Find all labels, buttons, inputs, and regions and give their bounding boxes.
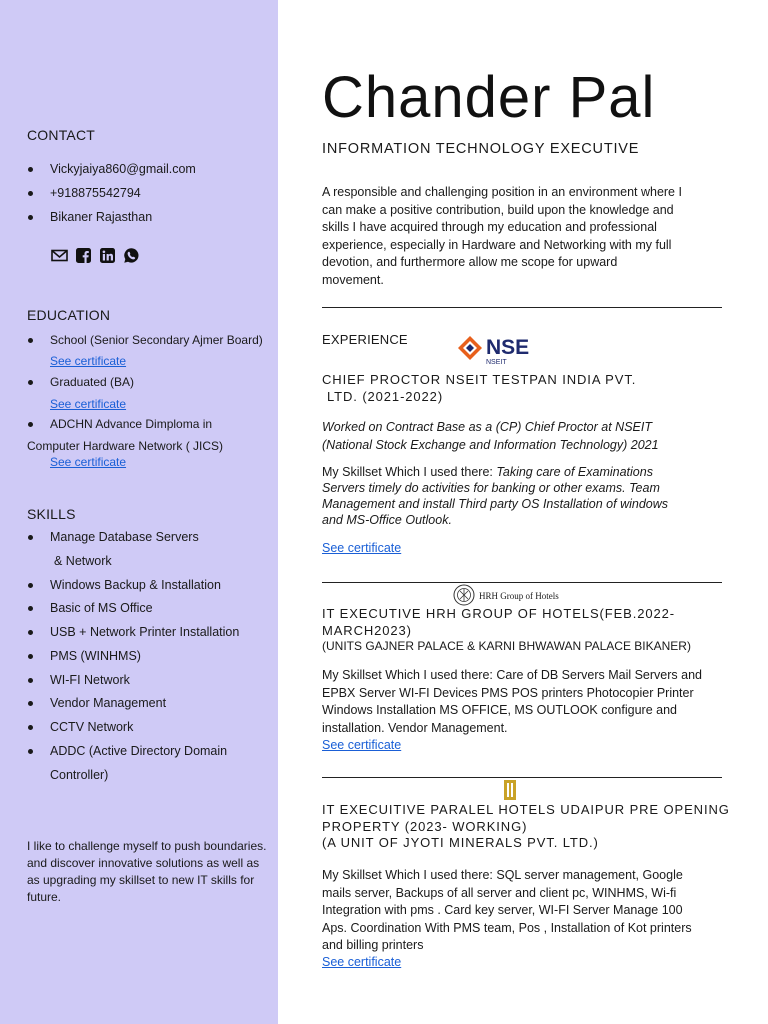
job3-skills-line: mails server, Backups of all server and client pc, WINHMS, Wi-fi (322, 885, 677, 900)
job2-units: (UNITS GAJNER PALACE & KARNI BHWAWAN PALACE BIKANER) (322, 639, 691, 653)
nse-logo-subtext: NSEIT (486, 359, 507, 366)
paralel-hotels-logo (504, 780, 516, 800)
hrh-logo-text: HRH Group of Hotels (479, 591, 559, 601)
job3-skills-line: My Skillset Which I used there: SQL server management, Google (322, 868, 683, 882)
job1-description (322, 419, 659, 454)
bullet (28, 167, 33, 172)
objective-line: experience, especially in Hardware and Networking with my full (322, 237, 672, 252)
job2-skills-line: installation. Vendor Management. (322, 720, 508, 735)
nse-logo (457, 335, 537, 367)
job1-title-dates: LTD. (2021-2022) (327, 389, 444, 404)
objective-line: A responsible and challenging position in an environment where I (322, 185, 682, 199)
nse-logo-text: NSE (486, 336, 530, 359)
logo-stripe (511, 783, 513, 797)
facebook-icon[interactable] (75, 247, 92, 264)
candidate-name: Chander Pal (322, 65, 656, 130)
skill-item: Vendor Management (50, 696, 167, 710)
job3-skills-line: and billing printers (322, 938, 424, 953)
bullet (28, 191, 33, 196)
contact-location: Bikaner Rajasthan (50, 210, 153, 224)
job1-skills-prefix: My Skillset Which I used there: (322, 465, 493, 479)
job3-skills-line: Aps. Coordination With PMS team, Pos , Installation of Kot printers (322, 920, 692, 935)
closing-line: I like to challenge myself to push boundaries. (27, 839, 267, 853)
skill-item: CCTV Network (50, 720, 134, 734)
job2-skills-line: My Skillset Which I used there: Care of DB Servers Mail Servers and (322, 668, 702, 682)
bullet (28, 749, 33, 754)
whatsapp-icon[interactable] (123, 247, 140, 264)
divider (322, 777, 722, 778)
divider (322, 307, 722, 308)
education-adchn-line1: ADCHN Advance Dimploma in (50, 417, 213, 431)
linkedin-icon[interactable] (99, 247, 116, 264)
job2-skills (322, 667, 702, 737)
school-certificate-link[interactable]: See certificate (50, 354, 127, 368)
bullet (28, 654, 33, 659)
skill-item-continued: & Network (54, 554, 112, 568)
job3-title-dates: PROPERTY (2023- WORKING) (322, 819, 528, 834)
job-title: INFORMATION TECHNOLOGY EXECUTIVE (322, 141, 640, 157)
objective-line: can make a positive contribution, build upon the knowledge and (322, 202, 674, 217)
education-school: School (Senior Secondary Ajmer Board) (50, 333, 263, 347)
closing-line: as upgrading my skillset to new IT skills for (27, 873, 255, 887)
bullet (28, 422, 33, 427)
education-graduated: Graduated (BA) (50, 375, 135, 389)
job2-title: IT EXECUTIVE HRH GROUP OF HOTELS(FEB.2022- (322, 606, 675, 621)
job1-description-line: Worked on Contract Base as a (CP) Chief Proctor at NSEIT (322, 420, 652, 434)
contact-heading: CONTACT (27, 127, 96, 143)
job3-skills-line: Integration with pms . Card key server, WI-FI Server Manage 100 (322, 903, 683, 918)
sidebar (0, 0, 278, 1024)
closing-line: future. (27, 890, 62, 904)
skill-item: ADDC (Active Directory Domain (50, 744, 228, 758)
contact-phone[interactable]: +918875542794 (50, 186, 141, 200)
education-heading: EDUCATION (27, 307, 111, 323)
skills-heading: SKILLS (27, 506, 76, 522)
email-icon[interactable] (51, 247, 68, 264)
job1-certificate-link[interactable]: See certificate (322, 541, 402, 555)
graduation-certificate-link[interactable]: See certificate (50, 397, 127, 411)
skill-item: USB + Network Printer Installation (50, 625, 240, 639)
objective-line: skills I have acquired through my education and professional (322, 220, 657, 235)
job3-company: (A UNIT OF JYOTI MINERALS PVT. LTD.) (322, 835, 599, 850)
job1-skills-line: and MS-Office Outlook. (322, 513, 452, 527)
skill-item: PMS (WINHMS) (50, 649, 141, 663)
nse-logo-mark (457, 335, 483, 361)
job1-skills-line: Servers timely do activities for banking or other exams. Team (322, 481, 660, 495)
objective-line: movement. (322, 272, 384, 287)
objective-paragraph (322, 184, 682, 290)
job2-certificate-link[interactable]: See certificate (322, 738, 402, 752)
job1-skills-line: Management and install Third party OS Installation of windows (322, 497, 669, 511)
skill-item: WI-FI Network (50, 673, 130, 687)
job2-title-dates: MARCH2023) (322, 623, 412, 638)
hrh-crest-icon (452, 583, 476, 607)
objective-line: devotion, and furthermore allow me scope for upward (322, 255, 618, 270)
bullet (28, 725, 33, 730)
closing-statement (27, 838, 266, 906)
bullet (28, 583, 33, 588)
bullet (28, 215, 33, 220)
bullet (28, 535, 33, 540)
job1-title: CHIEF PROCTOR NSEIT TESTPAN INDIA PVT. (322, 372, 637, 387)
skill-item: Windows Backup & Installation (50, 578, 221, 592)
bullet (28, 338, 33, 343)
closing-line: and discover innovative solutions as well as (27, 856, 260, 870)
bullet (28, 630, 33, 635)
skill-item: Manage Database Servers (50, 530, 199, 544)
job1-skills-line: Taking care of Examinations (496, 465, 653, 479)
bullet (28, 678, 33, 683)
skill-item-continued: Controller) (50, 768, 109, 782)
job1-description-line: (National Stock Exchange and Information Technology) 2021 (322, 437, 659, 452)
experience-heading: EXPERIENCE (322, 332, 408, 347)
job3-skills (322, 867, 692, 955)
bullet (28, 701, 33, 706)
job2-skills-line: Windows Installation MS OFFICE, MS OUTLOOK configure and (322, 703, 677, 718)
bullet (28, 380, 33, 385)
adchn-certificate-link[interactable]: See certificate (50, 455, 127, 469)
job2-skills-line: EPBX Server WI-FI Devices PMS POS printers Photocopier Printer (322, 685, 694, 700)
contact-email[interactable]: Vickyjaiya860@gmail.com (50, 162, 196, 176)
job3-title: IT EXECUITIVE PARALEL HOTELS UDAIPUR PRE OPENING (322, 802, 730, 817)
job1-skills (322, 464, 668, 528)
education-adchn-line2: Computer Hardware Network ( JICS) (27, 439, 224, 453)
job3-certificate-link[interactable]: See certificate (322, 955, 402, 969)
logo-stripe (507, 783, 509, 797)
skill-item: Basic of MS Office (50, 601, 153, 615)
bullet (28, 606, 33, 611)
